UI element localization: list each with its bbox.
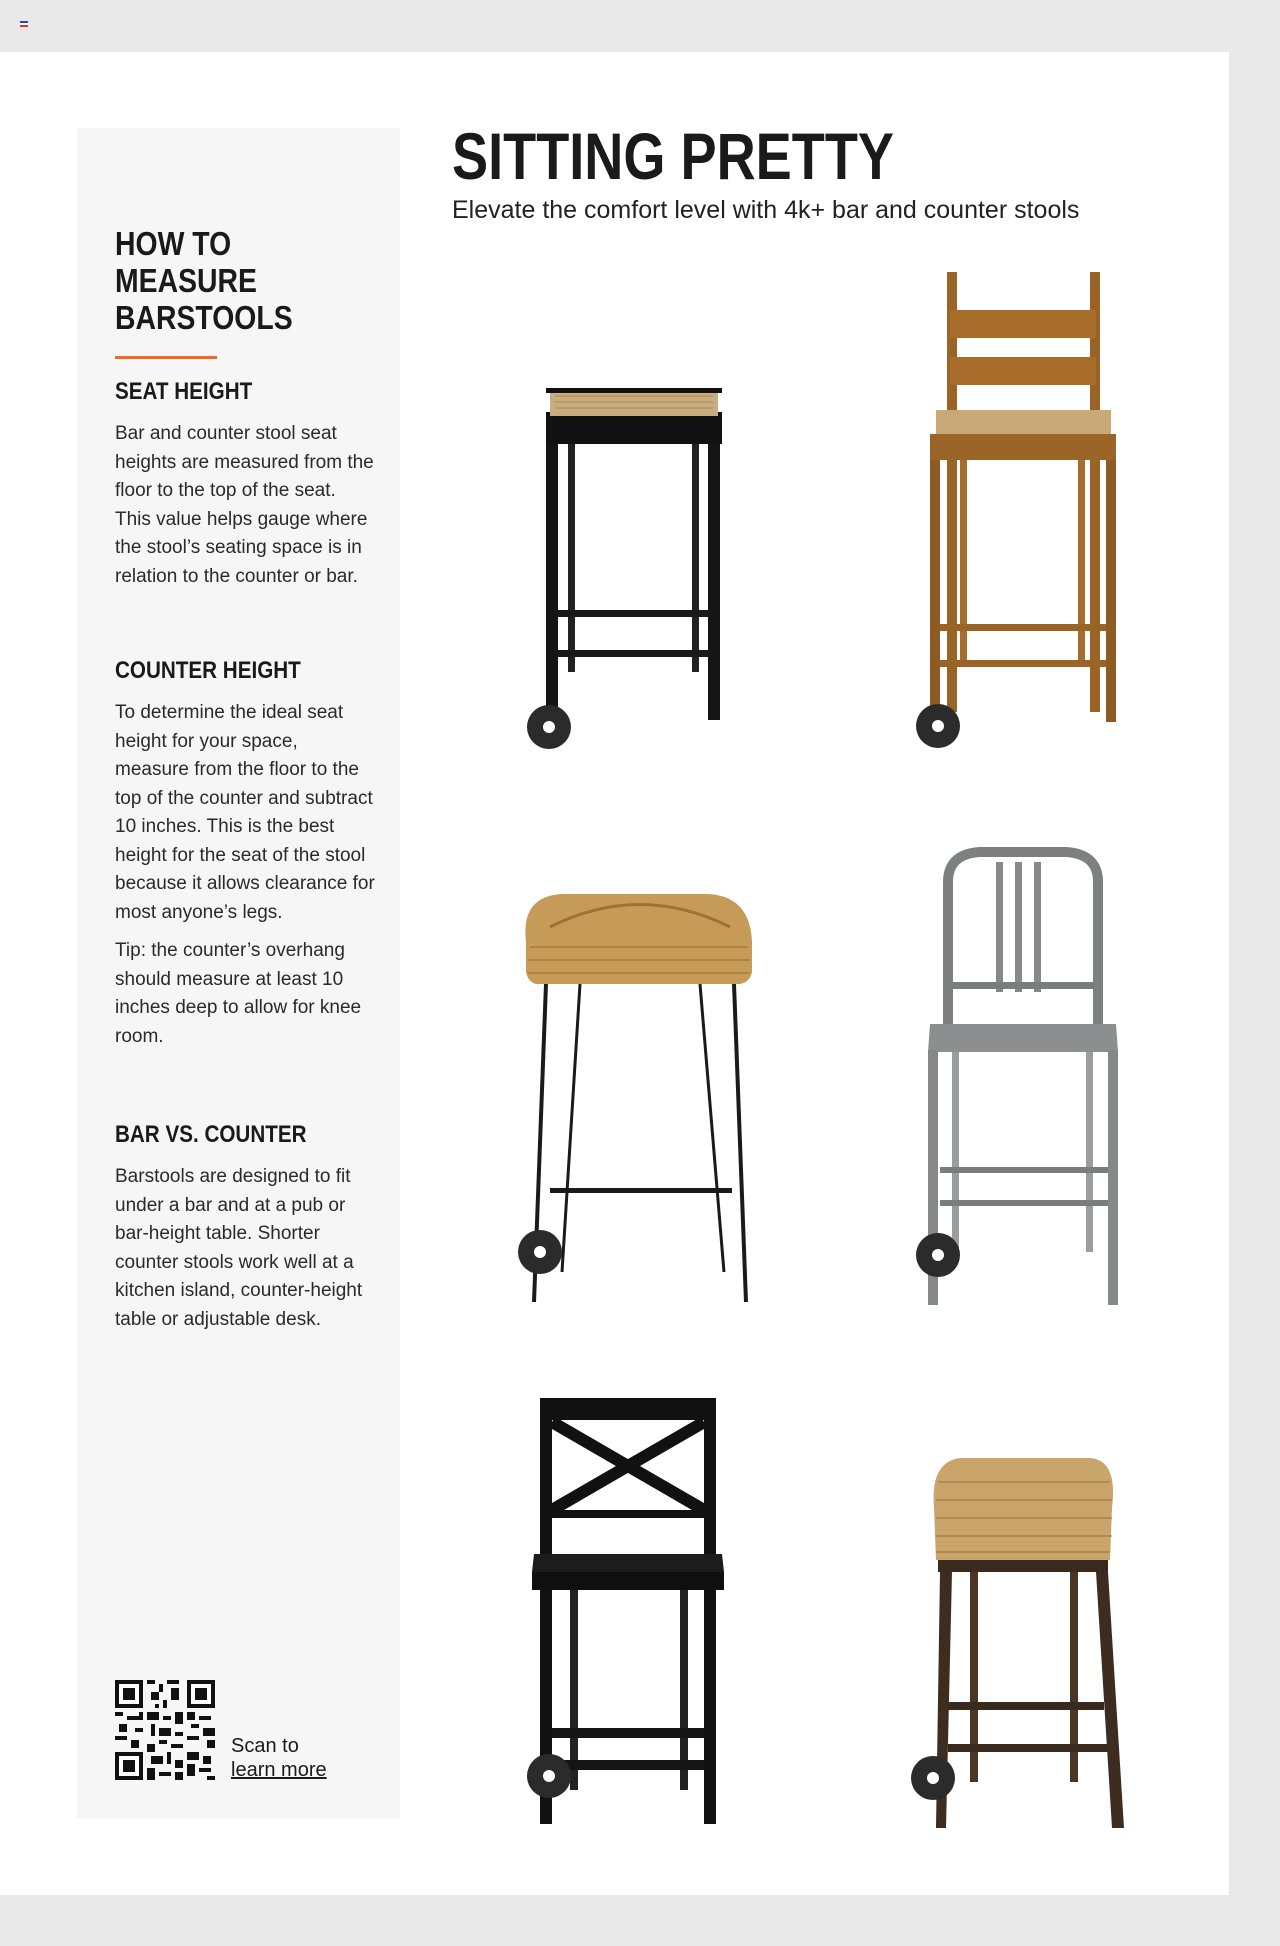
- measure-guide-sidebar: [77, 128, 400, 1818]
- page-title: SITTING PRETTY: [452, 119, 895, 193]
- product-black-rush-stool[interactable]: [510, 312, 770, 792]
- viewer-toolbar: [0, 0, 1280, 52]
- barstool-icon: [900, 262, 1160, 742]
- accent-divider: [115, 356, 217, 359]
- qr-caption: [231, 1734, 327, 1782]
- hotspot-button[interactable]: [916, 1233, 960, 1277]
- qr-code-icon[interactable]: [115, 1680, 215, 1780]
- section-paragraph: Barstools are designed to fit under a bar and at a pub or bar-height table. Shorter counter stools work well at a kitchen island, counter-height table or adjustable desk.: [115, 1166, 363, 1330]
- sidebar-title: HOW TO MEASURE BARSTOOLS: [115, 225, 293, 336]
- section-seat-height: [115, 378, 375, 601]
- qr-caption-text: Scan to: [231, 1735, 299, 1757]
- product-black-xback-stool[interactable]: [510, 1342, 770, 1822]
- hotspot-button[interactable]: [518, 1230, 562, 1274]
- page-subtitle: Elevate the comfort level with 4k+ bar and counter stools: [452, 196, 1080, 224]
- section-heading: COUNTER HEIGHT: [115, 657, 301, 684]
- flag-icon: [20, 21, 28, 27]
- hotspot-button[interactable]: [527, 705, 571, 749]
- section-heading: SEAT HEIGHT: [115, 378, 253, 405]
- tip-paragraph: Tip: the counter’s overhang should measure at least 10 inches deep to allow for knee room.: [115, 940, 362, 1047]
- hotspot-button[interactable]: [911, 1756, 955, 1800]
- hotspot-button[interactable]: [916, 704, 960, 748]
- product-wood-ladderback-stool[interactable]: [900, 262, 1160, 742]
- product-metal-counter-stool[interactable]: [900, 832, 1160, 1312]
- catalog-page: [0, 52, 1229, 1895]
- barstool-icon: [510, 312, 770, 792]
- section-heading: BAR VS. COUNTER: [115, 1121, 307, 1148]
- product-woven-bucket-stool[interactable]: [510, 832, 770, 1312]
- learn-more-link[interactable]: learn more: [231, 1759, 327, 1781]
- section-bar-vs-counter: [115, 1121, 375, 1344]
- barstool-icon: [900, 832, 1160, 1312]
- section-counter-height: [115, 657, 375, 1061]
- section-paragraph: To determine the ideal seat height for your space, measure from the floor to the top of the counter and subtract 10 inches. This is the best height for the seat of the stool because it allows clearance for most anyone’s legs.: [115, 702, 375, 923]
- product-woven-backless-stool[interactable]: [900, 1342, 1160, 1822]
- section-paragraph: Bar and counter stool seat heights are measured from the floor to the top of the seat. This value helps gauge where the stool’s seating space is in relation to the counter or bar.: [115, 423, 374, 587]
- barstool-icon: [510, 832, 770, 1312]
- barstool-icon: [900, 1342, 1160, 1822]
- barstool-icon: [510, 1342, 770, 1822]
- hotspot-button[interactable]: [527, 1754, 571, 1798]
